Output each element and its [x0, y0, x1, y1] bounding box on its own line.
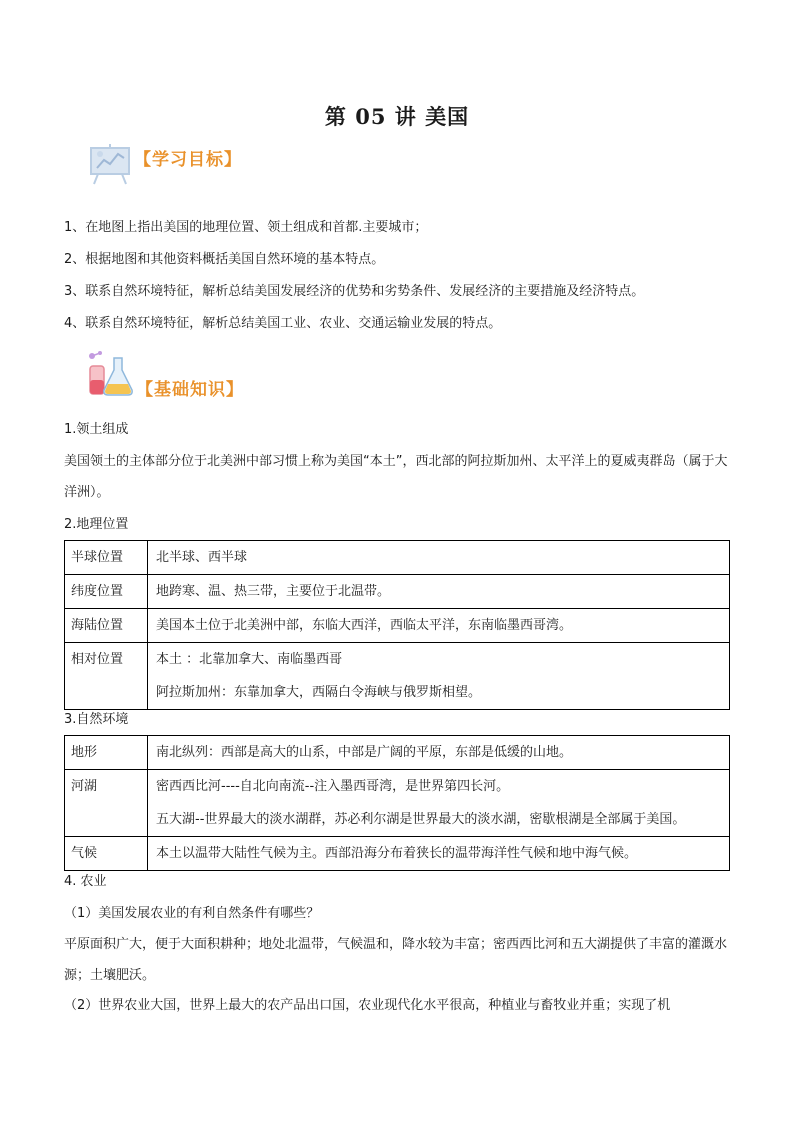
agriculture-answer-1: 平原面积广大，便于大面积耕种；地处北温带，气候温和，降水较为丰富；密西西比河和五大湖提供了丰富的灌溉水源；土壤肥沃。 [64, 937, 728, 983]
page-title: 第 05 讲 美国 [324, 104, 470, 129]
table-value-cell: 本土以温带大陆性气候为主。西部沿海分布着狭长的温带海洋性气候和地中海气候。 [148, 837, 730, 871]
agriculture-question-1: （1）美国发展农业的有利自然条件有哪些？ [64, 906, 320, 921]
table-key-cell: 河湖 [65, 770, 148, 837]
territory-text: 美国领土的主体部分位于北美洲中部习惯上称为美国“本土”，西北部的阿拉斯加州、太平洋上的夏威夷群岛（属于大洋洲）。 [64, 454, 728, 500]
location-table [64, 540, 730, 710]
table-row [65, 736, 730, 770]
lab-flask-icon [84, 348, 136, 400]
table-value-cell: 本土 ：北靠加拿大、南临墨西哥 阿拉斯加州：东靠加拿大，西隔白令海峡与俄罗斯相望。 [148, 643, 730, 710]
environment-heading: 3.自然环境 [64, 712, 129, 727]
table-value-cell: 美国本土位于北美洲中部，东临大西洋，西临太平洋，东南临墨西哥湾。 [148, 609, 730, 643]
territory-heading: 1.领土组成 [64, 422, 129, 437]
table-key-cell: 气候 [65, 837, 148, 871]
table-key-cell: 地形 [65, 736, 148, 770]
location-heading: 2.地理位置 [64, 517, 129, 532]
table-value-cell: 南北纵列：西部是高大的山系，中部是广阔的平原，东部是低缓的山地。 [148, 736, 730, 770]
environment-table [64, 735, 730, 871]
table-value-cell: 北半球、西半球 [148, 541, 730, 575]
table-key-cell: 海陆位置 [65, 609, 148, 643]
goal-item: 4、联系自然环境特征，解析总结美国工业、农业、交通运输业发展的特点。 [64, 316, 502, 331]
table-row [65, 575, 730, 609]
table-row [65, 609, 730, 643]
agriculture-heading: 4. 农业 [64, 874, 107, 889]
presentation-board-icon [88, 142, 134, 186]
table-key-cell: 纬度位置 [65, 575, 148, 609]
goal-item: 1、在地图上指出美国的地理位置、领土组成和首都.主要城市； [64, 220, 428, 235]
table-row [65, 541, 730, 575]
table-row [65, 770, 730, 837]
table-row [65, 643, 730, 710]
goal-item: 2、根据地图和其他资料概括美国自然环境的基本特点。 [64, 252, 385, 267]
table-key-cell: 相对位置 [65, 643, 148, 710]
table-value-cell: 密西西比河----自北向南流--注入墨西哥湾，是世界第四长河。 五大湖--世界最大的淡水湖群，苏必利尔湖是世界最大的淡水湖，密歇根湖是全部属于美国。 [148, 770, 730, 837]
basics-section-label: 【基础知识】 [136, 380, 244, 400]
table-value-cell: 地跨寒、温、热三带，主要位于北温带。 [148, 575, 730, 609]
goal-item: 3、联系自然环境特征，解析总结美国发展经济的优势和劣势条件、发展经济的主要措施及经济特点。 [64, 284, 645, 299]
table-row [65, 837, 730, 871]
goals-section-label: 【学习目标】 [134, 150, 242, 170]
table-key-cell: 半球位置 [65, 541, 148, 575]
agriculture-question-2: （2）世界农业大国，世界上最大的农产品出口国，农业现代化水平很高，种植业与畜牧业并重；实现了机 [64, 998, 671, 1013]
basics-section-header [84, 348, 244, 400]
goals-section-header [88, 142, 242, 186]
